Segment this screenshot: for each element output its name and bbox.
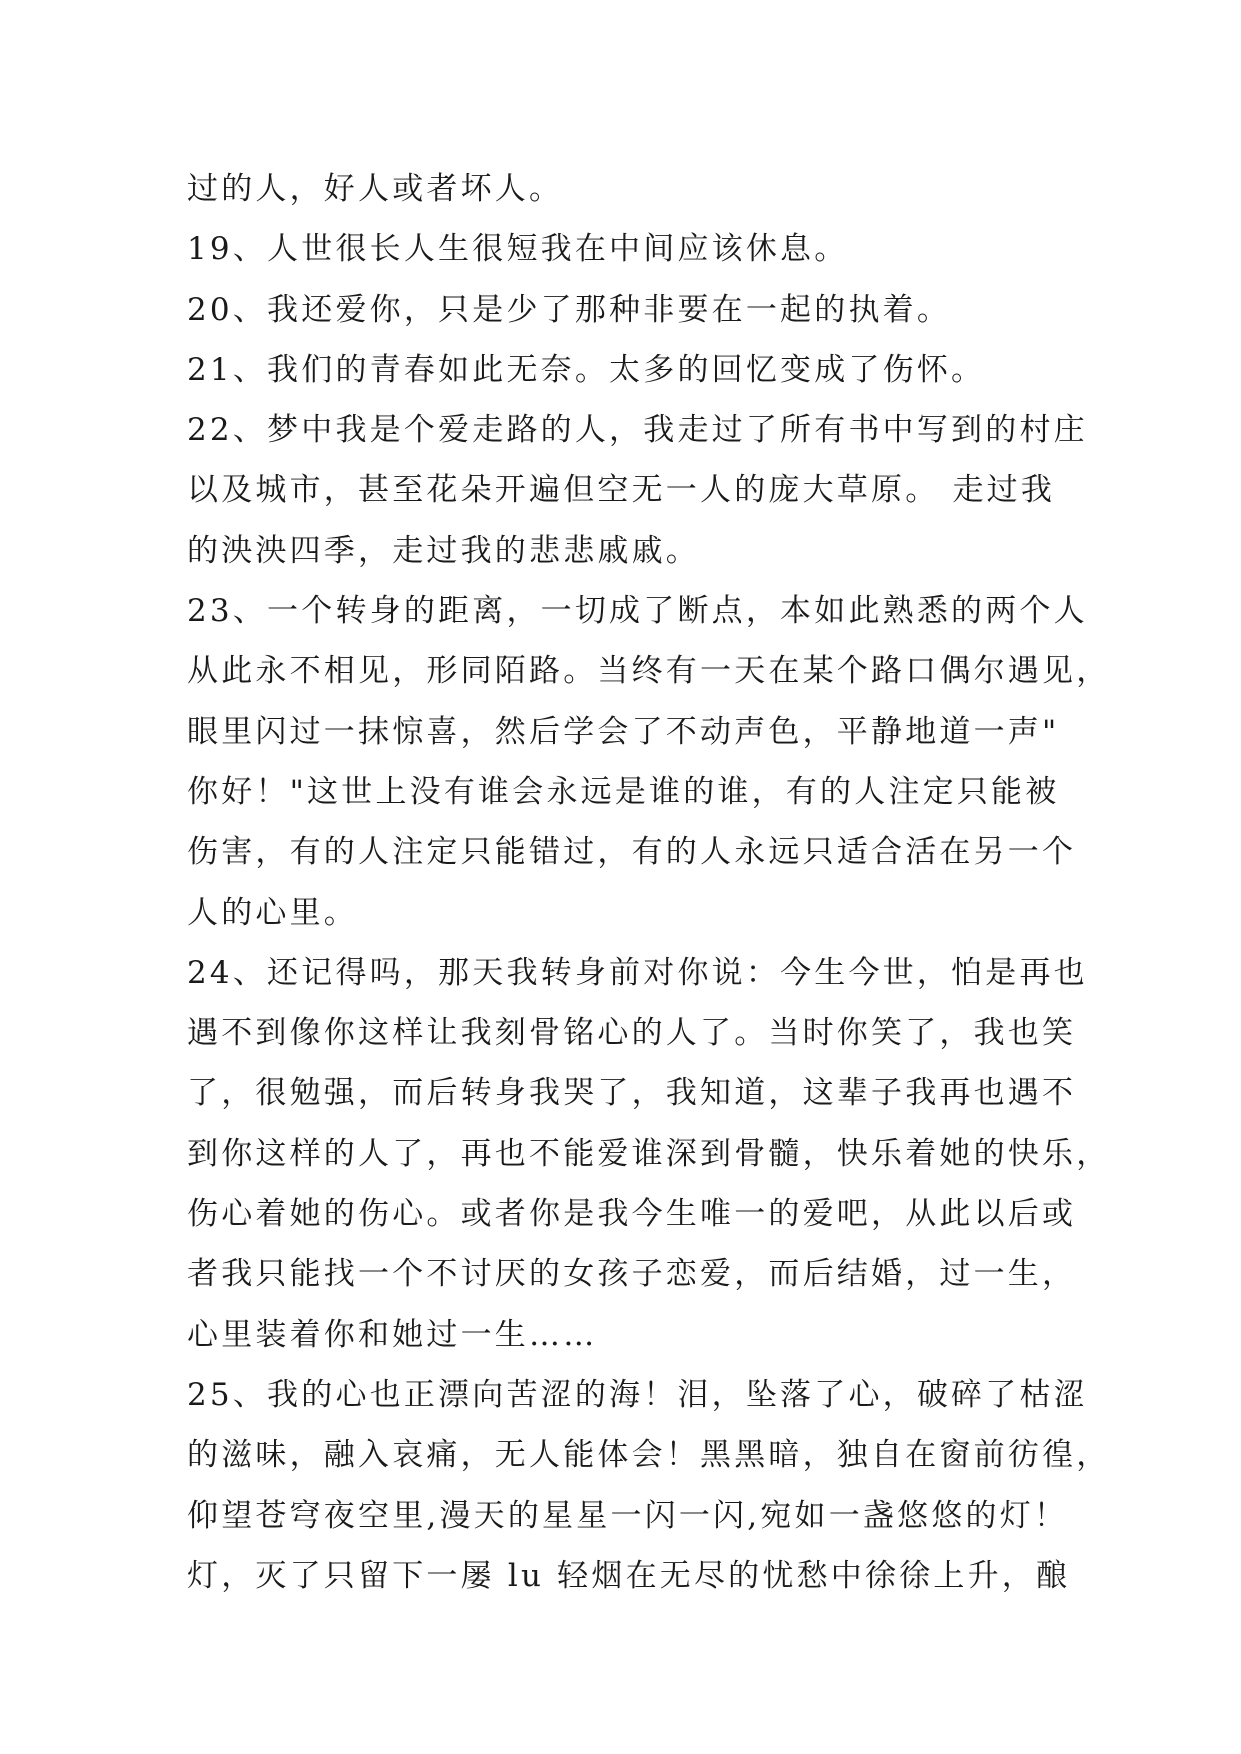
text-line: 遇不到像你这样让我刻骨铭心的人了。当时你笑了，我也笑 bbox=[187, 1015, 1077, 1052]
text-line: 的滋味，融入哀痛，无人能体会！黑黑暗，独自在窗前彷徨， bbox=[187, 1437, 1111, 1474]
document-body bbox=[187, 159, 1111, 1606]
text-line: 25、我的心也正漂向苦涩的海！泪，坠落了心，破碎了枯涩 bbox=[187, 1376, 1088, 1413]
text-line: 伤害，有的人注定只能错过，有的人永远只适合活在另一个 bbox=[187, 834, 1077, 871]
text-line: 以及城市，甚至花朵开遍但空无一人的庞大草原。 走过我 bbox=[187, 472, 1056, 509]
text-line: 到你这样的人了，再也不能爱谁深到骨髓，快乐着她的快乐， bbox=[187, 1135, 1111, 1172]
text-line: 你好！"这世上没有谁会永远是谁的谁，有的人注定只能被 bbox=[187, 773, 1060, 810]
text-line: 心里装着你和她过一生…… bbox=[187, 1316, 598, 1353]
text-line: 伤心着她的伤心。或者你是我今生唯一的爱吧，从此以后或 bbox=[187, 1196, 1077, 1233]
text-line: 24、还记得吗，那天我转身前对你说：今生今世，怕是再也 bbox=[187, 954, 1088, 991]
text-line: 从此永不相见，形同陌路。当终有一天在某个路口偶尔遇见， bbox=[187, 653, 1111, 690]
text-line: 了，很勉强，而后转身我哭了，我知道，这辈子我再也遇不 bbox=[187, 1075, 1077, 1112]
text-line: 过的人，好人或者坏人。 bbox=[187, 171, 564, 207]
text-line: 19、人世很长人生很短我在中间应该休息。 bbox=[187, 231, 849, 268]
text-line: 灯，灭了只留下一屡 lu 轻烟在无尽的忧愁中徐徐上升，酿 bbox=[187, 1557, 1071, 1594]
text-line: 20、我还爱你，只是少了那种非要在一起的执着。 bbox=[187, 291, 952, 328]
text-line: 者我只能找一个不讨厌的女孩子恋爱，而后结婚，过一生， bbox=[187, 1256, 1077, 1293]
text-line: 21、我们的青春如此无奈。太多的回忆变成了伤怀。 bbox=[187, 351, 986, 388]
text-line: 的泱泱四季，走过我的悲悲戚戚。 bbox=[187, 532, 700, 569]
text-line: 人的心里。 bbox=[187, 894, 358, 931]
text-line: 仰望苍穹夜空里,漫天的星星一闪一闪,宛如一盏悠悠的灯！ bbox=[187, 1497, 1069, 1534]
text-line: 眼里闪过一抹惊喜，然后学会了不动声色，平静地道一声" bbox=[187, 713, 1060, 750]
text-line: 22、梦中我是个爱走路的人，我走过了所有书中写到的村庄 bbox=[187, 412, 1088, 449]
text-line: 23、一个转身的距离，一切成了断点，本如此熟悉的两个人 bbox=[187, 593, 1088, 630]
